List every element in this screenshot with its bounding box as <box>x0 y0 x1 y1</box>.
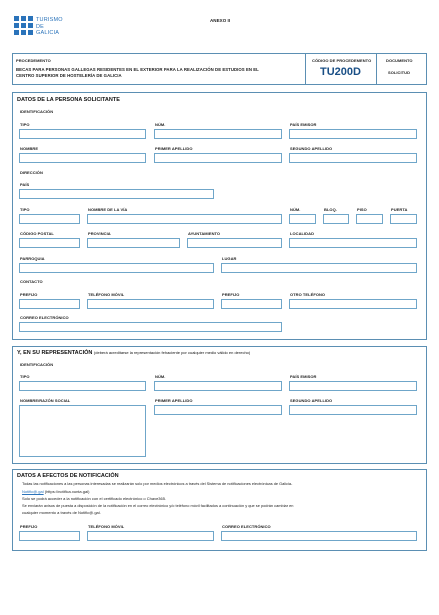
num-label: NÚM. <box>155 122 166 127</box>
rep-num-field[interactable] <box>154 381 282 391</box>
notification-line2 <box>22 489 89 494</box>
representative-title-text: Y, EN SU REPRESENTACIÓN <box>17 350 93 356</box>
lugar-field[interactable] <box>221 263 417 273</box>
applicant-title: DATOS DE LA PERSONA SOLICITANTE <box>17 97 120 103</box>
notif-telefono-label: TELÉFONO MÓVIL <box>88 524 125 529</box>
pais-emisor-field[interactable] <box>289 129 417 139</box>
nombre-label: NOMBRE <box>20 146 39 151</box>
num-field[interactable] <box>154 129 282 139</box>
procedure-label: PROCEDEMENTO <box>16 58 51 63</box>
piso-label: PISO <box>357 207 367 212</box>
codigo-postal-field[interactable] <box>19 238 80 248</box>
galicia-logo-icon <box>14 16 33 38</box>
rep-num-label: NÚM. <box>155 374 166 379</box>
divider <box>376 53 377 85</box>
otro-telefono-field[interactable] <box>289 299 417 309</box>
notification-line1: Todas las notificaciones a las personas interesadas se realizarán solo por medios electrónicos a través del Sistema de notificaciones electrónicas de Galicia- <box>22 481 293 486</box>
direccion-label: DIRECCIÓN <box>20 170 43 175</box>
num-via-field[interactable] <box>289 214 316 224</box>
localidad-field[interactable] <box>289 238 417 248</box>
puerta-field[interactable] <box>390 214 417 224</box>
prefijo-field[interactable] <box>19 299 80 309</box>
rep-pais-emisor-field[interactable] <box>289 381 417 391</box>
representative-title <box>17 350 250 356</box>
notification-line4: Se enviarán avisos de puesta a disposición de la notificación en el correo electrónico y/o teléfono móvil facilitados a continuación y que se podrán cambiar en <box>22 503 294 508</box>
identification-label: IDENTIFICACIÓN <box>20 109 54 114</box>
notif-telefono-field[interactable] <box>87 531 214 541</box>
brand-line: DE <box>36 23 45 30</box>
document-label: DOCUMENTO <box>386 58 413 63</box>
notification-line2-rest: (https://notifica.xunta.gal) <box>43 489 90 494</box>
puerta-label: PUERTA <box>391 207 408 212</box>
rep-pais-emisor-label: PAÍS EMISOR <box>290 374 317 379</box>
procedure-title-line2: CENTRO SUPERIOR DE HOSTELERÍA DE GALICIA <box>16 73 122 78</box>
primer-apellido-label: PRIMER APELLIDO <box>155 146 193 151</box>
document-value: SOLICITUD <box>388 70 411 75</box>
bloq-field[interactable] <box>323 214 349 224</box>
rep-primer-apellido-field[interactable] <box>154 405 282 415</box>
notif-correo-field[interactable] <box>221 531 417 541</box>
notif-correo-label: CORREO ELECTRÓNICO <box>222 524 271 529</box>
notif-prefijo-field[interactable] <box>19 531 80 541</box>
brand-line: GALICIA <box>36 30 60 36</box>
correo-label: CORREO ELECTRÓNICO <box>20 315 69 320</box>
provincia-label: PROVINCIA <box>88 231 111 236</box>
nombre-via-label: NOMBRE DE LA VÍA <box>88 207 128 212</box>
num-via-label: NÚM. <box>290 207 301 212</box>
localidad-label: LOCALIDAD <box>290 231 315 236</box>
notification-line3: Solo se podrá acceder a la notificación con el certificado electrónico o Chave365. <box>22 496 167 501</box>
tipo-via-label: TIPO <box>20 207 30 212</box>
notifica-link[interactable]: Notific@.gal <box>22 489 44 494</box>
provincia-field[interactable] <box>87 238 180 248</box>
procedure-title-line1: BECAS PARA PERSONAS GALLEGAS RESIDENTES EN EL EXTERIOR PARA LA REALIZACIÓN DE ESTUDIOS EN EL <box>16 67 259 72</box>
tipo-field[interactable] <box>19 129 146 139</box>
notification-line5: cualquier momento a través de Notific@.gal. <box>22 510 101 515</box>
notification-title: DATOS A EFECTOS DE NOTIFICACIÓN <box>17 473 119 479</box>
segundo-apellido-label: SEGUNDO APELLIDO <box>290 146 333 151</box>
rep-segundo-apellido-label: SEGUNDO APELLIDO <box>290 398 333 403</box>
piso-field[interactable] <box>356 214 383 224</box>
brand-line: TURISMO <box>36 17 63 23</box>
rep-tipo-field[interactable] <box>19 381 146 391</box>
tipo-label: TIPO <box>20 122 30 127</box>
annex-title: ANEXO II <box>210 18 231 23</box>
pais-label: PAÍS <box>20 182 30 187</box>
pais-field[interactable] <box>19 189 214 199</box>
parroquia-field[interactable] <box>19 263 214 273</box>
telefono-movil-field[interactable] <box>87 299 214 309</box>
rep-primer-apellido-label: PRIMER APELLIDO <box>155 398 193 403</box>
brand-name <box>36 17 63 37</box>
nombre-via-field[interactable] <box>87 214 282 224</box>
rep-nombre-field[interactable] <box>19 405 146 457</box>
rep-nombre-label: NOMBRE/RAZÓN SOCIAL <box>20 398 71 403</box>
procedure-code: TU200D <box>320 66 361 78</box>
nombre-field[interactable] <box>19 153 146 163</box>
procedure-code-label: CÓDIGO DE PROCEDEMENTO <box>312 58 372 63</box>
prefijo2-label: PREFIJO <box>222 292 240 297</box>
lugar-label: LUGAR <box>222 256 237 261</box>
divider <box>305 53 306 85</box>
rep-identification-label: IDENTIFICACIÓN <box>20 362 54 367</box>
correo-field[interactable] <box>19 322 282 332</box>
tipo-via-field[interactable] <box>19 214 80 224</box>
prefijo2-field[interactable] <box>221 299 282 309</box>
prefijo-label: PREFIJO <box>20 292 38 297</box>
codigo-postal-label: CÓDIGO POSTAL <box>20 231 54 236</box>
rep-tipo-label: TIPO <box>20 374 30 379</box>
parroquia-label: PARROQUIA <box>20 256 45 261</box>
ayuntamiento-label: AYUNTAMIENTO <box>188 231 221 236</box>
bloq-label: BLOQ. <box>324 207 337 212</box>
otro-telefono-label: OTRO TELÉFONO <box>290 292 326 297</box>
representative-title-note: (deberá acreditarse la representación fehaciente por cualquier medio válido en derecho) <box>93 350 251 355</box>
telefono-movil-label: TELÉFONO MÓVIL <box>88 292 125 297</box>
ayuntamiento-field[interactable] <box>187 238 282 248</box>
pais-emisor-label: PAÍS EMISOR <box>290 122 317 127</box>
notif-prefijo-label: PREFIJO <box>20 524 38 529</box>
contacto-label: CONTACTO <box>20 279 43 284</box>
segundo-apellido-field[interactable] <box>289 153 417 163</box>
rep-segundo-apellido-field[interactable] <box>289 405 417 415</box>
primer-apellido-field[interactable] <box>154 153 282 163</box>
